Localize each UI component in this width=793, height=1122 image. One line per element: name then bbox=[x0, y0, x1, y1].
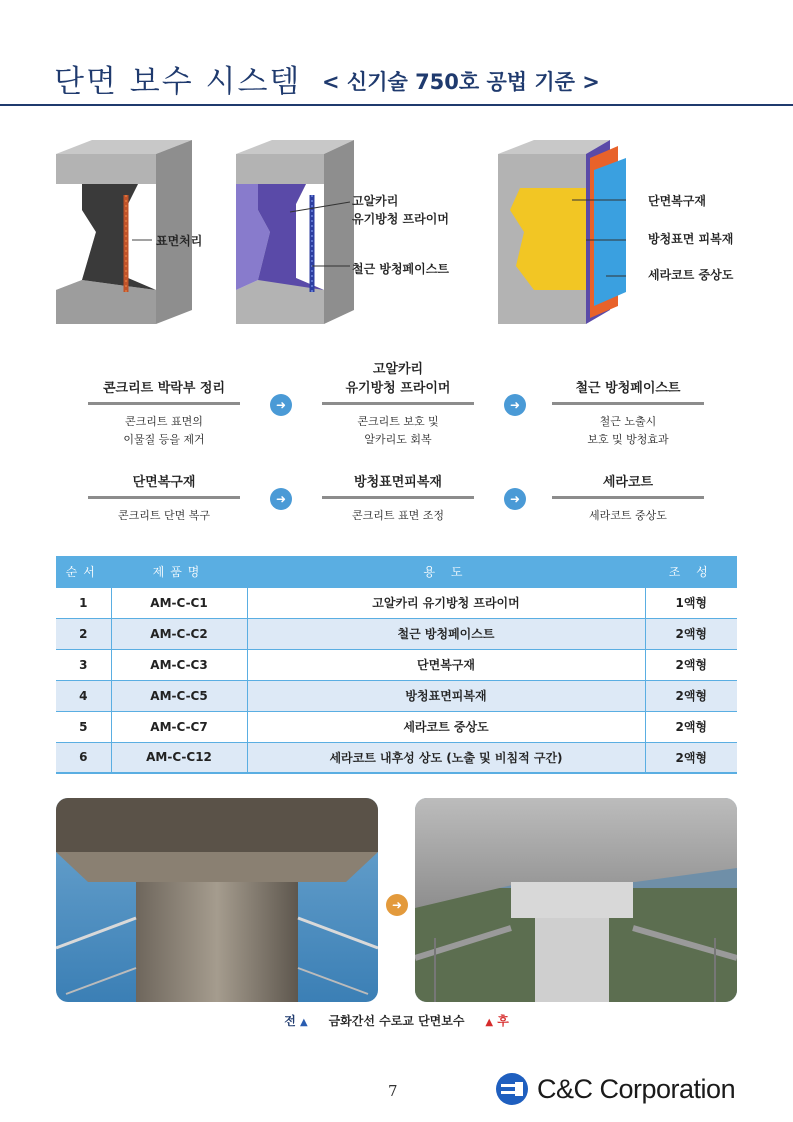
table-row bbox=[56, 618, 737, 649]
page-number: 7 bbox=[388, 1082, 398, 1100]
company-logo-icon bbox=[495, 1072, 529, 1106]
cell-usage: 세라코트 중상도 bbox=[247, 711, 645, 742]
triangle-up-icon: ▲ bbox=[485, 1017, 494, 1028]
page-title: 단면 보수 시스템 bbox=[54, 64, 302, 100]
caption-text: 금화간선 수로교 단면보수 bbox=[328, 1014, 465, 1028]
cell-product: AM-C-C5 bbox=[111, 680, 247, 711]
process-step-coating bbox=[322, 470, 474, 525]
photo-caption bbox=[0, 1012, 793, 1029]
cell-usage: 방청표면피복재 bbox=[247, 680, 645, 711]
table-row bbox=[56, 649, 737, 680]
step-description: 콘크리트 표면의 이물질 등을 제거 bbox=[123, 415, 205, 446]
step-title: 콘크리트 박락부 정리 bbox=[102, 381, 226, 396]
concrete-layers-illustration bbox=[494, 140, 634, 330]
company-name: C&C Corporation bbox=[537, 1073, 736, 1104]
caption-after: 후 bbox=[497, 1014, 509, 1028]
step-title: 단면복구재 bbox=[132, 475, 196, 490]
header-divider bbox=[0, 104, 793, 106]
table-row bbox=[56, 587, 737, 618]
table-row bbox=[56, 742, 737, 773]
table-row bbox=[56, 680, 737, 711]
step-description: 콘크리트 보호 및 알카리도 회복 bbox=[357, 415, 439, 446]
label-ceracoat: 세라코트 중상도 bbox=[648, 268, 734, 282]
cell-product: AM-C-C3 bbox=[111, 649, 247, 680]
cell-order: 6 bbox=[56, 742, 111, 773]
label-rebar-paste: 철근 방청페이스트 bbox=[352, 262, 449, 276]
step-description: 콘크리트 단면 복구 bbox=[117, 509, 210, 522]
triangle-up-icon: ▲ bbox=[299, 1017, 308, 1028]
cell-composition: 2액형 bbox=[645, 680, 737, 711]
diagram-primer-paste bbox=[232, 140, 482, 330]
header-composition: 조 성 bbox=[645, 556, 737, 587]
diagram-surface-treatment bbox=[52, 140, 222, 330]
cell-usage: 세라코트 내후성 상도 (노출 및 비침적 구간) bbox=[247, 742, 645, 773]
arrow-right-icon: ➜ bbox=[270, 488, 292, 510]
process-step-cleanup bbox=[88, 356, 240, 449]
step-divider bbox=[322, 402, 474, 405]
step-divider bbox=[322, 496, 474, 499]
process-step-ceracoat bbox=[552, 470, 704, 525]
cell-order: 4 bbox=[56, 680, 111, 711]
step-title: 방청표면피복재 bbox=[354, 475, 442, 490]
table-row bbox=[56, 711, 737, 742]
step-description: 콘크리트 표면 조정 bbox=[351, 509, 444, 522]
product-table bbox=[56, 556, 737, 774]
label-surface-coating: 방청표면 피복재 bbox=[648, 232, 734, 246]
cell-order: 5 bbox=[56, 711, 111, 742]
header-usage: 용 도 bbox=[247, 556, 645, 587]
cell-usage: 단면복구재 bbox=[247, 649, 645, 680]
arrow-right-icon: ➜ bbox=[504, 488, 526, 510]
diagram-restoration-layers bbox=[494, 140, 764, 330]
label-surface-treatment: 표면처리 bbox=[156, 234, 203, 248]
table-header-row bbox=[56, 556, 737, 587]
arrow-right-icon: ➜ bbox=[504, 394, 526, 416]
photo-after bbox=[415, 798, 737, 1002]
cell-composition: 2액형 bbox=[645, 649, 737, 680]
arrow-right-icon: ➜ bbox=[270, 394, 292, 416]
cell-usage: 고알카리 유기방청 프라이머 bbox=[247, 587, 645, 618]
step-description: 철근 노출시 보호 및 방청효과 bbox=[587, 415, 669, 446]
cell-product: AM-C-C7 bbox=[111, 711, 247, 742]
after-repair-image bbox=[415, 798, 737, 1002]
step-description: 세라코트 중상도 bbox=[589, 509, 667, 522]
page-subtitle: < 신기술 750호 공법 기준 > bbox=[322, 70, 600, 94]
cell-product: AM-C-C12 bbox=[111, 742, 247, 773]
header-order: 순서 bbox=[56, 556, 111, 587]
before-repair-image bbox=[56, 798, 378, 1002]
cell-composition: 2액형 bbox=[645, 618, 737, 649]
step-divider bbox=[552, 402, 704, 405]
cell-order: 2 bbox=[56, 618, 111, 649]
cell-composition: 2액형 bbox=[645, 711, 737, 742]
cell-order: 1 bbox=[56, 587, 111, 618]
step-title: 세라코트 bbox=[602, 475, 654, 490]
cell-product: AM-C-C1 bbox=[111, 587, 247, 618]
page-header bbox=[0, 0, 793, 106]
step-divider bbox=[88, 402, 240, 405]
photo-before bbox=[56, 798, 378, 1002]
process-step-restoration bbox=[88, 470, 240, 525]
company-logo bbox=[495, 1070, 735, 1108]
step-divider bbox=[88, 496, 240, 499]
cell-composition: 1액형 bbox=[645, 587, 737, 618]
label-restoration: 단면복구재 bbox=[648, 194, 706, 208]
arrow-right-icon: ➜ bbox=[386, 894, 408, 916]
step-title: 고알카리 유기방청 프라이머 bbox=[345, 362, 451, 396]
process-step-primer bbox=[322, 356, 474, 449]
cell-product: AM-C-C2 bbox=[111, 618, 247, 649]
step-divider bbox=[552, 496, 704, 499]
caption-before: 전 bbox=[284, 1014, 296, 1028]
header-product: 제품명 bbox=[111, 556, 247, 587]
label-primer-line2: 유기방청 프라이머 bbox=[352, 212, 449, 226]
process-step-paste bbox=[552, 356, 704, 449]
concrete-primer-illustration bbox=[232, 140, 362, 330]
cell-usage: 철근 방청페이스트 bbox=[247, 618, 645, 649]
label-primer-line1: 고알카리 bbox=[352, 194, 399, 208]
cell-order: 3 bbox=[56, 649, 111, 680]
step-title: 철근 방청페이스트 bbox=[575, 381, 681, 396]
cell-composition: 2액형 bbox=[645, 742, 737, 773]
